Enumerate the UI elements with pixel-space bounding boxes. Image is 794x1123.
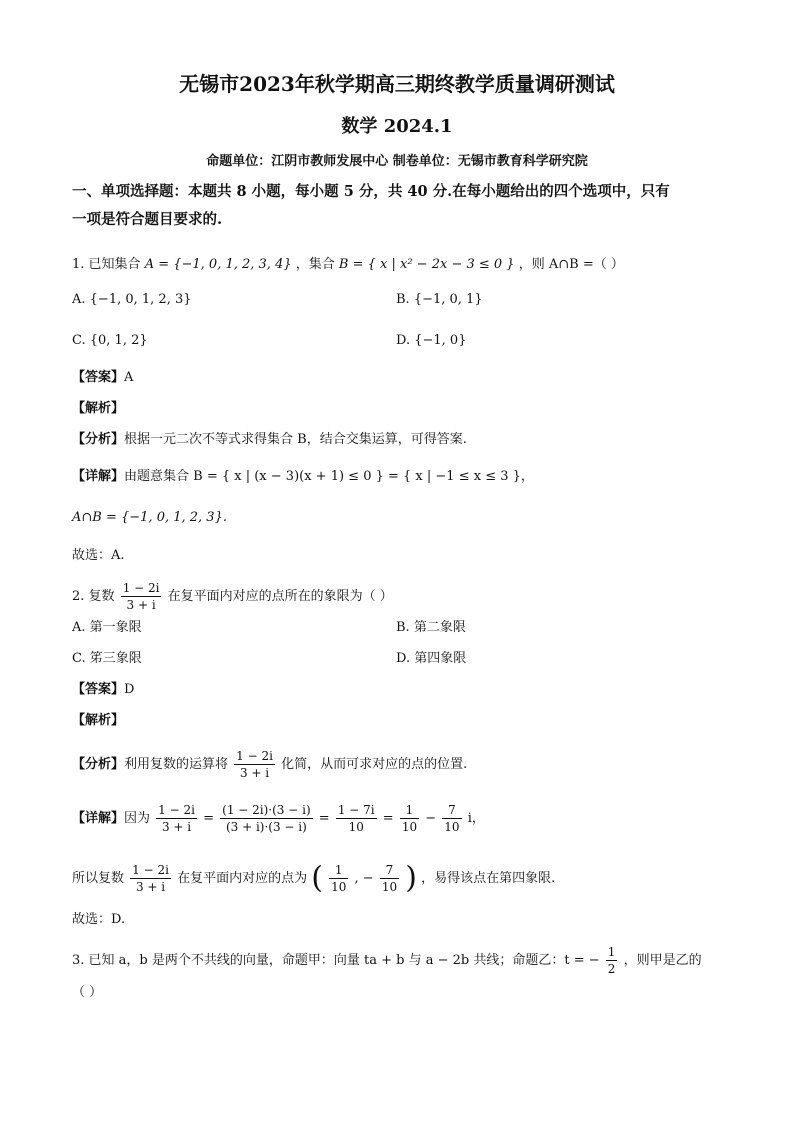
q3-t-fraction — [606, 944, 618, 977]
q2-f5-den: 10 — [444, 820, 460, 834]
q2-fenxi-tag: 【分析】 — [72, 757, 125, 772]
q2-f3-num: 1 − 7i — [337, 803, 375, 817]
q1-option-c: C. {0, 1, 2} — [72, 333, 148, 348]
q2-option-b: B. 第二象限 — [396, 620, 466, 635]
q1-option-b: B. {−1, 0, 1} — [396, 292, 483, 307]
q2-answer-tag: 【答案】 — [72, 682, 125, 697]
q2-answer — [72, 680, 134, 700]
q2-choice: 故选：D. — [72, 912, 126, 927]
q2-fraction — [121, 580, 162, 613]
q2-fenxi-suffix: 化简，从而可求对应的点的位置. — [281, 757, 468, 772]
q1-answer-value: A — [124, 370, 134, 385]
q1-xiangjie-text: 由题意集合 B = { x | (x − 3)(x + 1) ≤ 0 } = { x | −1 ≤ x ≤ 3 }， — [124, 469, 534, 484]
q2-option-d: D. 第四象限 — [396, 651, 467, 666]
q2-answer-value: D — [124, 682, 135, 697]
left-paren-glyph: ( — [311, 860, 323, 896]
q1-choice: 故选：A. — [72, 548, 125, 563]
q2-fenxi-frac-den: 3 + i — [239, 766, 270, 780]
q2-px-num: 1 — [329, 862, 348, 879]
q1-answer — [72, 368, 133, 388]
exam-units: 命题单位：江阴市教师发展中心 制卷单位：无锡市教育科学研究院 — [206, 154, 588, 169]
q2-eq-3: = — [382, 811, 394, 826]
q1-answer-tag: 【答案】 — [72, 370, 125, 385]
q2-stem-suffix: 在复平面内对应的点所在的象限为（ ） — [167, 589, 393, 604]
q2-stem — [72, 580, 393, 613]
q2-xiangjie-tag: 【详解】 — [72, 811, 125, 826]
q1-set-b: B = { x | x² − 2x − 3 ≤ 0 } — [338, 257, 515, 272]
q2-frac-num: 1 − 2i — [122, 581, 160, 595]
q2-so-frac-num: 1 − 2i — [132, 863, 169, 877]
q2-frac-2 — [220, 802, 313, 835]
q2-py-den: 10 — [381, 880, 398, 894]
q1-option-a: A. {−1, 0, 1, 2, 3} — [72, 292, 192, 307]
q2-comma-neg: , − — [354, 871, 374, 886]
q2-option-c: C. 笫三象限 — [72, 651, 142, 666]
section-heading-line2: 一项是符合题目要求的. — [72, 211, 223, 228]
q1-stem-mid: ，集合 — [295, 257, 335, 272]
exam-title: 无锡市2023年秋学期高三期终教学质量调研测试 — [179, 72, 615, 96]
q1-stem-suffix: ，则 A∩B =（ ） — [518, 257, 624, 272]
q2-f3-den: 10 — [348, 820, 364, 834]
q1-analysis-tag: 【解析】 — [72, 401, 125, 416]
q2-frac-3 — [336, 802, 377, 835]
q2-so-frac-den: 3 + i — [135, 880, 166, 894]
q1-xiangjie-tag: 【详解】 — [72, 469, 125, 484]
q2-so-fraction — [130, 862, 171, 895]
q2-stem-prefix: 2. 复数 — [72, 589, 115, 604]
q2-fenxi-prefix: 利用复数的运算将 — [124, 757, 229, 772]
q2-frac-5 — [442, 802, 461, 835]
q3-stem-suffix: ，则甲是乙的 — [623, 953, 702, 968]
q2-minus: − — [425, 811, 437, 826]
q2-py-num: 7 — [380, 862, 399, 879]
q2-frac-1 — [156, 802, 197, 835]
q2-eq-2: = — [318, 811, 330, 826]
q3-t-num: 1 — [607, 945, 616, 959]
q2-fenxi-fraction — [234, 748, 275, 781]
q2-eq-1: = — [203, 811, 215, 826]
q1-fenxi-text: 根据一元二次不等式求得集合 B，结合交集运算，可得答案. — [124, 432, 467, 447]
q1-stem-prefix: 1. 已知集合 — [72, 257, 141, 272]
q2-so-suffix: ，易得该点在第四象限. — [421, 871, 556, 886]
q2-option-a: A. 第一象限 — [72, 620, 142, 635]
q3-stem-prefix: 3. 已知 a，b 是两个不共线的向量，命题甲：向量 ta + b 与 a − 2b 共线；命题乙：t = − — [72, 953, 600, 968]
right-paren-glyph: ) — [405, 860, 417, 896]
q2-f4-num: 1 — [400, 802, 419, 819]
q1-result: A∩B = {−1, 0, 1, 2, 3}. — [72, 510, 227, 525]
q2-f1-num: 1 − 2i — [158, 803, 195, 817]
q2-fenxi — [72, 748, 467, 781]
q2-so-prefix: 所以复数 — [72, 871, 125, 886]
q2-analysis-tag: 【解析】 — [72, 713, 125, 728]
q2-f2-num: (1 − 2i)·(3 − i) — [222, 803, 311, 817]
q1-fenxi — [72, 430, 467, 450]
exam-subtitle: 数学 2024.1 — [341, 116, 453, 137]
q2-i-suffix: i， — [467, 811, 485, 826]
q1-stem — [72, 255, 624, 275]
section-heading-line1: 一、单项选择题：本题共 8 小题，每小题 5 分，共 40 分.在每小题给出的四个选项中，只有 — [72, 183, 670, 200]
q1-set-a: A = {−1, 0, 1, 2, 3, 4} — [144, 257, 292, 272]
q2-f2-den: (3 + i)·(3 − i) — [225, 820, 307, 834]
q1-fenxi-tag: 【分析】 — [72, 432, 125, 447]
q1-xiangjie — [72, 467, 534, 487]
q2-xiangjie-prefix: 因为 — [124, 811, 151, 826]
q2-point-y — [380, 862, 399, 895]
q2-point-x — [329, 862, 348, 895]
q2-f5-num: 7 — [442, 802, 461, 819]
q2-frac-4 — [400, 802, 419, 835]
q2-f1-den: 3 + i — [161, 820, 192, 834]
q3-answer-blank: （ ） — [72, 985, 103, 1000]
q2-so-mid: 在复平面内对应的点为 — [177, 871, 308, 886]
q2-frac-den: 3 + i — [126, 598, 156, 612]
q2-px-den: 10 — [331, 880, 347, 894]
q3-stem — [72, 944, 702, 977]
q2-f4-den: 10 — [401, 820, 418, 834]
q2-fenxi-frac-num: 1 − 2i — [236, 749, 273, 763]
q3-t-den: 2 — [607, 962, 616, 976]
q2-xiangjie — [72, 802, 485, 835]
q1-option-d: D. {−1, 0} — [396, 333, 467, 348]
q2-conclusion — [72, 862, 555, 895]
